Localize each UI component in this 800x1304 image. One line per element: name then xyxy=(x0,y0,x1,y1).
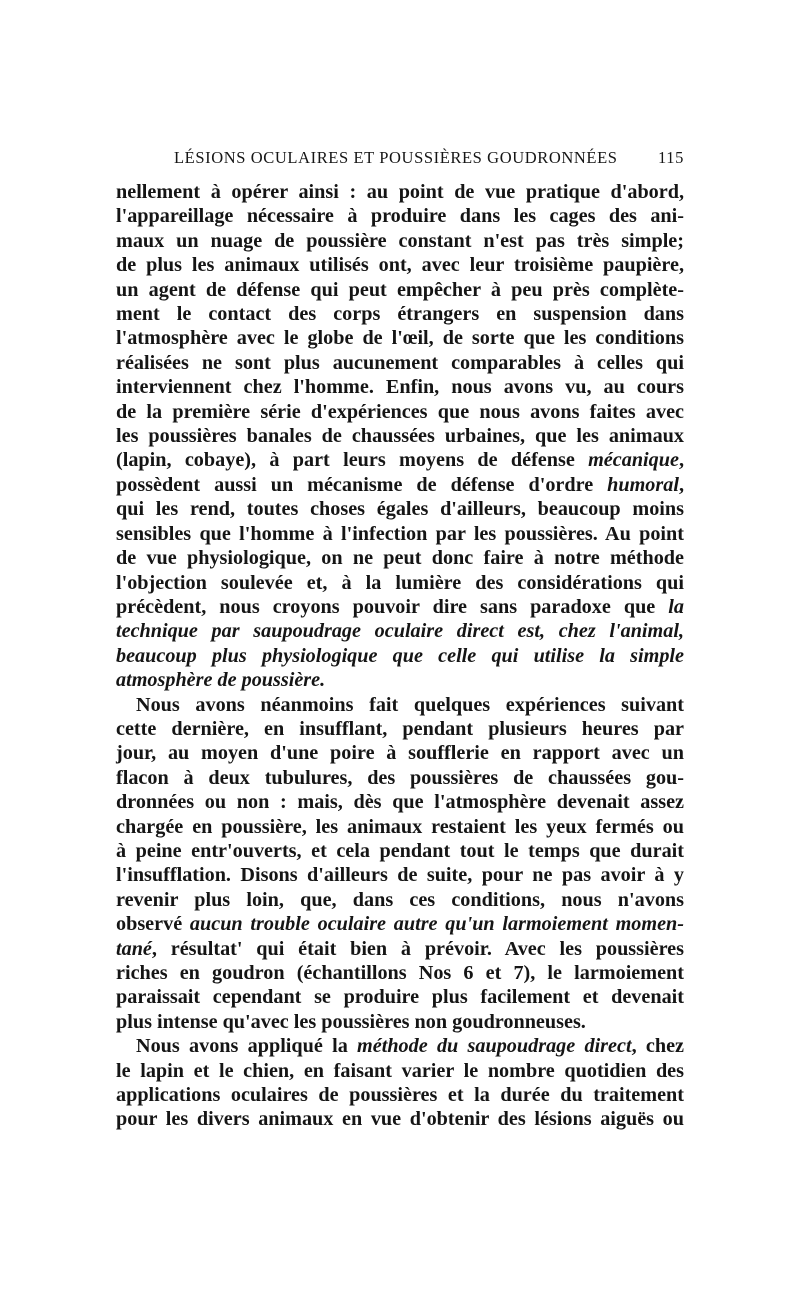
running-header xyxy=(116,148,684,168)
text-line xyxy=(116,985,684,1009)
roman-text: l'atmosphère avec le globe de l'œil, de sorte que les conditions xyxy=(116,327,684,350)
text-line xyxy=(116,497,684,521)
text-line xyxy=(116,375,684,399)
paragraph-2 xyxy=(116,693,684,1035)
text-line xyxy=(116,912,684,936)
roman-text: observé xyxy=(116,913,190,936)
italic-text: aucun trouble oculaire autre qu'un larmoiement momen- xyxy=(189,913,684,936)
text-line xyxy=(116,522,684,546)
text-line xyxy=(116,1107,684,1131)
text-line xyxy=(116,351,684,375)
text-line xyxy=(116,863,684,887)
roman-text: , xyxy=(678,449,684,472)
roman-text: (lapin, cobaye), à part leurs moyens de défense xyxy=(116,449,589,472)
roman-text: plus intense qu'avec les poussières non goudronneuses. xyxy=(116,1010,586,1033)
roman-text: Nous avons néanmoins fait quelques expériences suivant xyxy=(136,693,684,716)
roman-text: maux un nuage de poussière constant n'est pas très simple; xyxy=(116,229,684,252)
text-line xyxy=(116,961,684,985)
roman-text: dronnées ou non : mais, dès que l'atmosphère devenait assez xyxy=(116,791,684,814)
text-line xyxy=(116,1083,684,1107)
roman-text: ment le contact des corps étrangers en suspension dans xyxy=(116,303,684,326)
roman-text: de plus les animaux utilisés ont, avec leur troisième paupière, xyxy=(116,254,684,277)
text-line xyxy=(116,937,684,961)
text-line xyxy=(116,1034,684,1058)
roman-text: de vue physiologique, on ne peut donc faire à notre méthode xyxy=(116,547,684,570)
roman-text: paraissait cependant se produire plus facilement et devenait xyxy=(116,986,684,1009)
body-text xyxy=(116,180,684,1132)
text-line xyxy=(116,546,684,570)
roman-text: de la première série d'expériences que nous avons faites avec xyxy=(116,400,684,423)
text-line xyxy=(116,766,684,790)
roman-text: flacon à deux tubulures, des poussières de chaussées gou- xyxy=(116,766,684,789)
roman-text: cette dernière, en insufflant, pendant plusieurs heures par xyxy=(116,717,684,740)
roman-text: l'appareillage nécessaire à produire dans les cages des ani- xyxy=(116,205,684,228)
roman-text: Nous avons appliqué la xyxy=(136,1035,358,1058)
text-line xyxy=(116,180,684,204)
text-line xyxy=(116,717,684,741)
roman-text: interviennent chez l'homme. Enfin, nous avons vu, au cours xyxy=(116,376,684,399)
roman-text: chargée en poussière, les animaux restaient les yeux fermés ou xyxy=(116,815,684,838)
text-line xyxy=(116,839,684,863)
text-line xyxy=(116,448,684,472)
paragraph-3 xyxy=(116,1034,684,1132)
roman-text: revenir plus loin, que, dans ces conditions, nous n'avons xyxy=(116,888,684,911)
roman-text: précèdent, nous croyons pouvoir dire sans paradoxe que xyxy=(116,595,669,618)
italic-text: atmosphère de poussière. xyxy=(116,669,326,692)
roman-text: jour, au moyen d'une poire à soufflerie en rapport avec un xyxy=(116,742,684,765)
roman-text: un agent de défense qui peut empêcher à peu près complète- xyxy=(116,278,684,301)
roman-text: l'objection soulevée et, à la lumière des considérations qui xyxy=(116,571,684,594)
roman-text: qui les rend, toutes choses égales d'ailleurs, beaucoup moins xyxy=(116,498,684,521)
roman-text: le lapin et le chien, en faisant varier le nombre quotidien des xyxy=(116,1059,684,1082)
roman-text: applications oculaires de poussières et la durée du traitement xyxy=(116,1084,684,1107)
text-line xyxy=(116,326,684,350)
roman-text: possèdent aussi un mécanisme de défense d'ordre xyxy=(116,473,608,496)
text-line xyxy=(116,644,684,668)
paragraph-1 xyxy=(116,180,684,693)
roman-text: réalisées ne sont plus aucunement comparables à celles qui xyxy=(116,351,684,374)
italic-text: tané xyxy=(116,937,152,960)
italic-text: technique par saupoudrage oculaire direct est, chez l'animal, xyxy=(116,620,684,643)
roman-text: pour les divers animaux en vue d'obtenir des lésions aiguës ou xyxy=(116,1108,684,1131)
page-number: 115 xyxy=(658,148,684,167)
roman-text: les poussières banales de chaussées urbaines, que les animaux xyxy=(116,425,684,448)
text-line xyxy=(116,595,684,619)
text-line xyxy=(116,888,684,912)
italic-text: humoral xyxy=(607,473,679,496)
text-line xyxy=(116,424,684,448)
italic-text: la xyxy=(668,595,684,618)
text-line xyxy=(116,1059,684,1083)
text-line xyxy=(116,790,684,814)
roman-text: riches en goudron (échantillons Nos 6 et 7), le larmoiement xyxy=(116,962,684,984)
text-line xyxy=(116,278,684,302)
text-line xyxy=(116,1010,684,1034)
text-line xyxy=(116,400,684,424)
roman-text: nellement à opérer ainsi : au point de vue pratique d'abord, xyxy=(116,181,684,203)
text-line xyxy=(116,302,684,326)
text-line xyxy=(116,619,684,643)
roman-text: , chez xyxy=(631,1035,684,1058)
italic-text: mécanique xyxy=(588,449,679,472)
italic-text: méthode du saupoudrage direct xyxy=(357,1035,632,1058)
roman-text: à peine entr'ouverts, et cela pendant tout le temps que durait xyxy=(116,839,684,862)
roman-text: , résultat' qui était bien à prévoir. Avec les poussières xyxy=(151,937,684,960)
text-line xyxy=(116,693,684,717)
text-line xyxy=(116,741,684,765)
running-title: LÉSIONS OCULAIRES ET POUSSIÈRES GOUDRONNÉES xyxy=(174,148,618,167)
text-line xyxy=(116,473,684,497)
text-line xyxy=(116,571,684,595)
roman-text: sensibles que l'homme à l'infection par les poussières. Au point xyxy=(116,522,684,545)
text-line xyxy=(116,204,684,228)
text-line xyxy=(116,253,684,277)
italic-text: beaucoup plus physiologique que celle qui utilise la simple xyxy=(116,644,684,667)
text-line xyxy=(116,668,684,692)
text-line xyxy=(116,229,684,253)
roman-text: l'insufflation. Disons d'ailleurs de suite, pour ne pas avoir à y xyxy=(116,864,684,887)
text-line xyxy=(116,815,684,839)
roman-text: , xyxy=(678,473,684,496)
